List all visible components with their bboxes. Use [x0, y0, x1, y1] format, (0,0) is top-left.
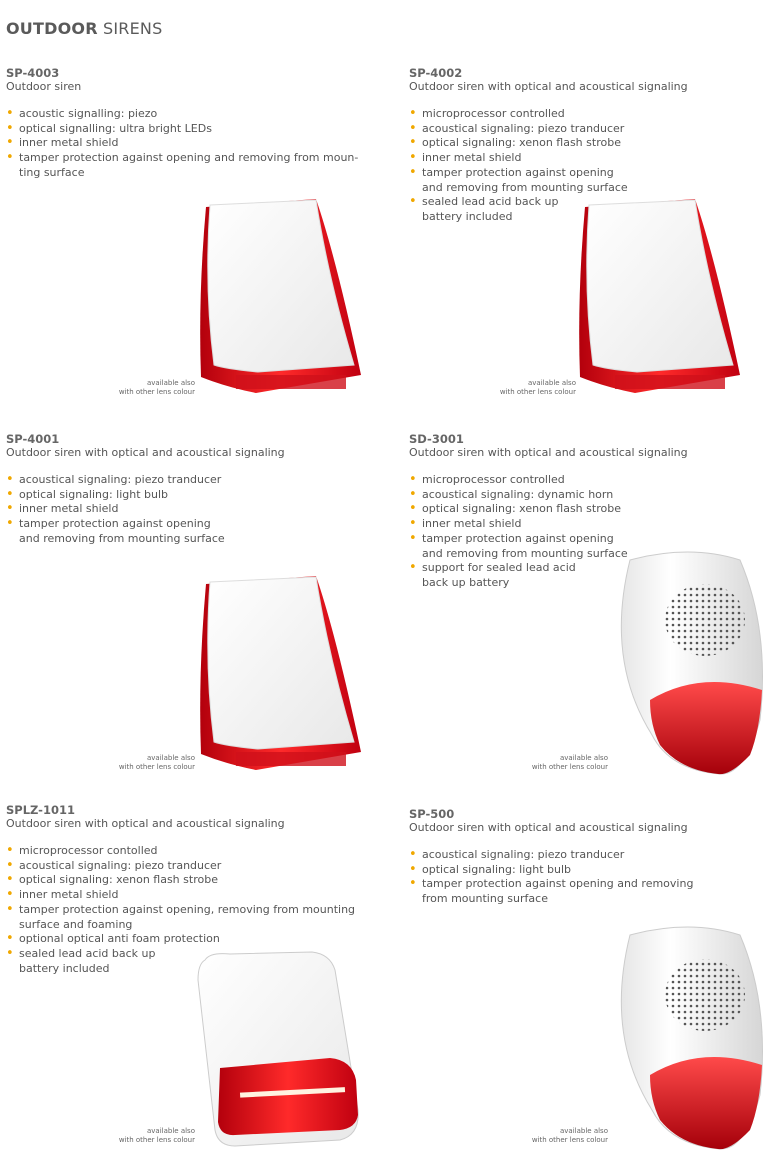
feature-list: [6, 107, 386, 181]
feature-item: • tamper protection against opening and removing from moun- ting surface: [6, 151, 386, 180]
feature-item: • acoustical signaling: piezo tranducer: [6, 473, 386, 488]
feature-item: • tamper protection against opening, removing from mounting surface and foaming: [6, 903, 386, 932]
siren-sp-500-image: [610, 925, 770, 1153]
product-description: Outdoor siren with optical and acoustical signaling: [6, 817, 285, 830]
feature-item: • tamper protection against opening and removing from mounting surface: [6, 517, 386, 546]
feature-item: • optical signaling: xenon flash strobe: [409, 136, 783, 151]
product-sp-4001: [6, 432, 386, 547]
feature-list: [6, 473, 386, 547]
feature-list: [409, 848, 783, 907]
product-description: Outdoor siren with optical and acoustical signaling: [409, 821, 688, 834]
feature-item: • optical signaling: xenon flash strobe: [6, 873, 386, 888]
availability-note: available also with other lens colour: [531, 1127, 608, 1144]
feature-item: • sealed lead acid back up battery included: [6, 947, 386, 976]
feature-item: • inner metal shield: [409, 517, 783, 532]
product-sp-4003: [6, 66, 386, 181]
product-code: SPLZ-1011: [6, 803, 75, 817]
feature-item: • inner metal shield: [6, 136, 386, 151]
product-code: SP-4002: [409, 66, 463, 80]
feature-item: • optical signaling: light bulb: [6, 488, 386, 503]
feature-item: • microprocessor controlled: [409, 473, 783, 488]
feature-item: • optical signalling: ultra bright LEDs: [6, 122, 386, 137]
siren-sp-4003-image: [196, 197, 366, 399]
feature-item: • acoustical signaling: piezo tranducer: [6, 859, 386, 874]
siren-sp-4002-image: [575, 197, 745, 399]
feature-item: • support for sealed lead acid back up battery: [409, 561, 783, 590]
feature-item: • acoustical signaling: piezo tranducer: [409, 848, 783, 863]
siren-sp-4001-image: [196, 574, 366, 776]
feature-item: • sealed lead acid back up battery included: [409, 195, 783, 224]
siren-sd-3001-image: [610, 550, 770, 778]
product-code: SP-4001: [6, 432, 60, 446]
product-description: Outdoor siren with optical and acoustical signaling: [409, 80, 688, 93]
feature-item: • inner metal shield: [6, 888, 386, 903]
feature-item: • tamper protection against opening and removing from mounting surface: [409, 166, 783, 195]
product-code: SD-3001: [409, 432, 464, 446]
feature-item: • acoustical signaling: dynamic horn: [409, 488, 783, 503]
availability-note: available also with other lens colour: [118, 379, 195, 396]
product-code: SP-500: [409, 807, 455, 821]
feature-item: • acoustic signalling: piezo: [6, 107, 386, 122]
product-description: Outdoor siren with optical and acoustical signaling: [6, 446, 285, 459]
page-title: OUTDOOR SIRENS: [6, 19, 163, 38]
product-description: Outdoor siren with optical and acoustical signaling: [409, 446, 688, 459]
feature-item: • microprocessor controlled: [409, 107, 783, 122]
product-code: SP-4003: [6, 66, 60, 80]
availability-note: available also with other lens colour: [118, 1127, 195, 1144]
feature-item: • optical signaling: xenon flash strobe: [409, 502, 783, 517]
feature-item: • tamper protection against opening and removing from mounting surface: [409, 532, 783, 561]
feature-item: • inner metal shield: [409, 151, 783, 166]
siren-splz-1011-image: [190, 950, 365, 1150]
availability-note: available also with other lens colour: [118, 754, 195, 771]
product-sp-500: [409, 807, 783, 907]
availability-note: available also with other lens colour: [499, 379, 576, 396]
feature-item: • microprocessor contolled: [6, 844, 386, 859]
feature-item: • acoustical signaling: piezo tranducer: [409, 122, 783, 137]
feature-item: • optional optical anti foam protection: [6, 932, 386, 947]
feature-item: • inner metal shield: [6, 502, 386, 517]
feature-item: • tamper protection against opening and removing from mounting surface: [409, 877, 783, 906]
feature-item: • optical signaling: light bulb: [409, 863, 783, 878]
product-description: Outdoor siren: [6, 80, 82, 93]
availability-note: available also with other lens colour: [531, 754, 608, 771]
